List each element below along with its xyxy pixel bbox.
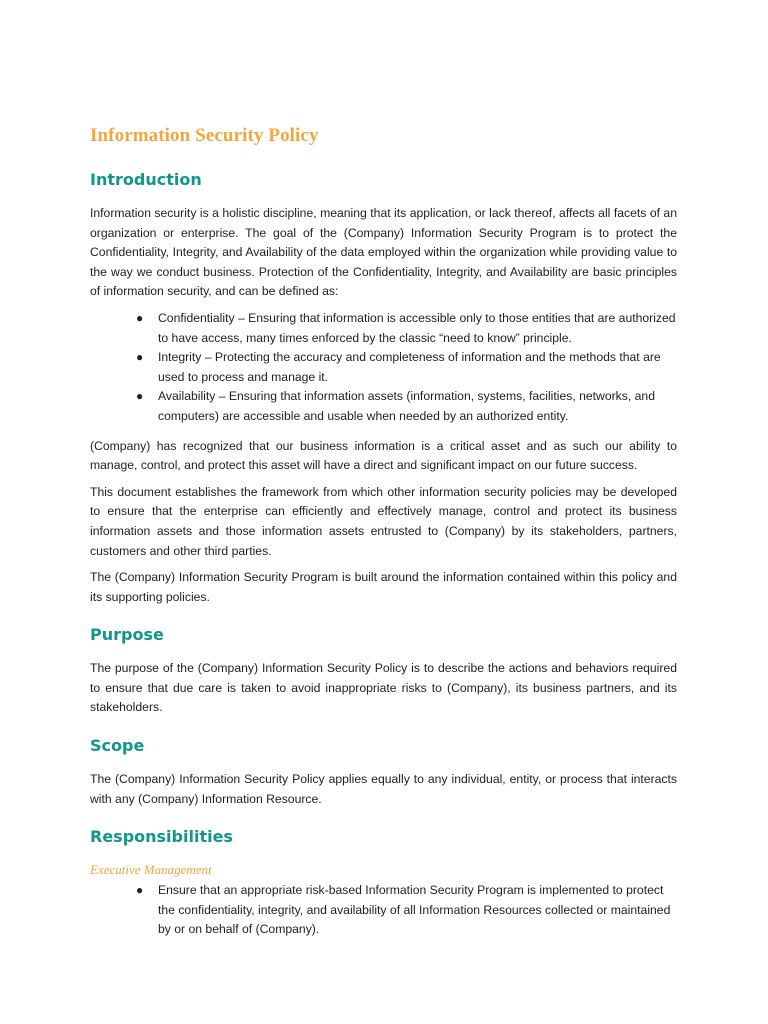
- list-item: [136, 348, 677, 387]
- purpose-paragraph: The purpose of the (Company) Information Security Policy is to describe the actions and behaviors required to ensure that due care is taken to avoid inappropriate risks to (Company), its business partners, and its stakeholders.: [90, 661, 677, 715]
- section-heading-responsibilities: Responsibilities: [90, 827, 233, 847]
- list-item-text: Ensure that an appropriate risk-based Information Security Program is implemented to protect the confidentiality, integrity, and availability of all Information Resources collected or maintained by or on behalf of (Company).: [158, 883, 671, 937]
- introduction-paragraph-4: The (Company) Information Security Program is built around the information contained within this policy and its supporting policies.: [90, 570, 677, 604]
- introduction-paragraph-1: Information security is a holistic discipline, meaning that its application, or lack thereof, affects all facets of an organization or enterprise. The goal of the (Company) Information Security Program is to protect the Confidentiality, Integrity, and Availability of the data employed within the organization while providing value to the way we conduct business. Protection of the Confidentiality, Integrity, and Availability are basic principles of information security, and can be defined as:: [90, 206, 677, 299]
- responsibilities-bullet-list: [90, 881, 677, 940]
- introduction-paragraph-3: This document establishes the framework from which other information security policies may be developed to ensure that the enterprise can efficiently and effectively manage, control and protect its business information assets and those information assets entrusted to (Company) by its stakeholders, partners, customers and other third parties.: [90, 484, 677, 558]
- introduction-paragraph-2: (Company) has recognized that our business information is a critical asset and as such our ability to manage, control, and protect this asset will have a direct and significant impact on our future success.: [90, 438, 677, 473]
- document-content: [90, 124, 677, 950]
- bullet-icon: ●: [136, 389, 144, 404]
- subheading-executive-management: Executive Management: [90, 862, 212, 878]
- section-heading-purpose: Purpose: [90, 625, 164, 645]
- bullet-icon: ●: [136, 350, 144, 365]
- bullet-icon: ●: [136, 883, 144, 898]
- list-item: [136, 387, 677, 426]
- bullet-icon: ●: [136, 310, 144, 325]
- list-item-text: Availability – Ensuring that information assets (information, systems, facilities, networks, and computers) are accessible and usable when needed by an authorized entity.: [158, 389, 655, 423]
- list-item-text: Confidentiality – Ensuring that information is accessible only to those entities that are authorized to have access, many times enforced by the classic “need to know” principle.: [158, 310, 676, 345]
- document-title: Information Security Policy: [90, 125, 319, 146]
- section-heading-scope: Scope: [90, 736, 145, 756]
- section-heading-introduction: Introduction: [90, 170, 202, 189]
- list-item: [136, 881, 677, 940]
- scope-paragraph: The (Company) Information Security Policy applies equally to any individual, entity, or process that interacts with any (Company) Information Resource.: [90, 772, 677, 806]
- introduction-bullet-list: [90, 309, 677, 427]
- list-item-text: Integrity – Protecting the accuracy and completeness of information and the methods that are used to process and manage it.: [158, 350, 661, 384]
- list-item: [136, 309, 677, 348]
